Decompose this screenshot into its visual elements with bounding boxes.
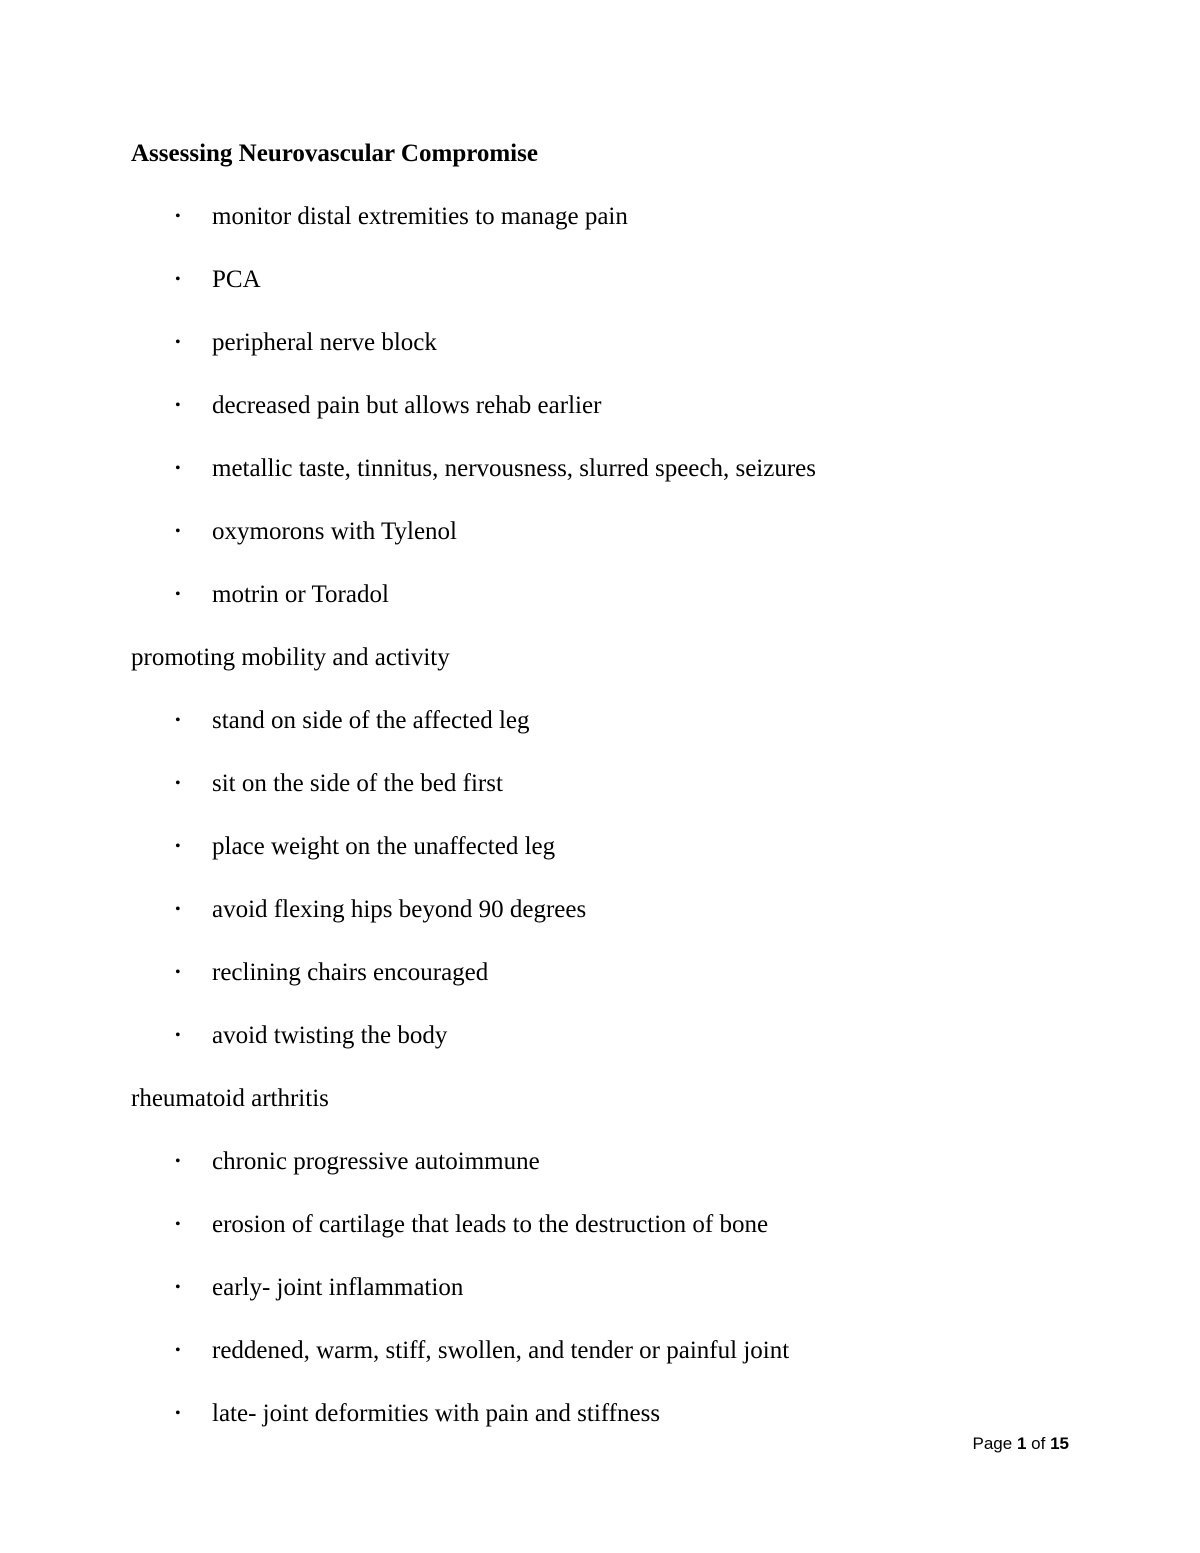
document-title: Assessing Neurovascular Compromise (131, 140, 538, 167)
bullet-icon: • (175, 964, 181, 981)
section-heading-mobility: promoting mobility and activity (131, 644, 450, 671)
list-item: • peripheral nerve block (131, 325, 1091, 361)
of-label: of (1031, 1434, 1046, 1453)
bullet-list-neurovascular (131, 199, 1091, 613)
list-item: • early- joint inflammation (131, 1270, 1091, 1306)
list-item: • decreased pain but allows rehab earlier (131, 388, 1091, 424)
list-item: • motrin or Toradol (131, 577, 1091, 613)
list-item: • metallic taste, tinnitus, nervousness, slurred speech, seizures (131, 451, 1091, 487)
current-page-number: 1 (1016, 1434, 1027, 1453)
total-pages-number: 15 (1050, 1434, 1069, 1453)
list-item: • oxymorons with Tylenol (131, 514, 1091, 550)
bullet-icon: • (175, 1216, 181, 1233)
bullet-icon: • (175, 1405, 181, 1422)
page-label: Page (972, 1434, 1013, 1453)
list-item: • reddened, warm, stiff, swollen, and tender or painful joint (131, 1333, 1091, 1369)
list-item: • stand on side of the affected leg (131, 703, 1091, 739)
bullet-icon: • (175, 1027, 181, 1044)
list-item: • place weight on the unaffected leg (131, 829, 1091, 865)
bullet-icon: • (175, 334, 181, 351)
bullet-icon: • (175, 208, 181, 225)
bullet-icon: • (175, 1279, 181, 1296)
list-item: • PCA (131, 262, 1091, 298)
list-item: • avoid flexing hips beyond 90 degrees (131, 892, 1091, 928)
bullet-icon: • (175, 460, 181, 477)
document-body (131, 136, 1091, 1459)
bullet-icon: • (175, 775, 181, 792)
list-item: • reclining chairs encouraged (131, 955, 1091, 991)
bullet-icon: • (175, 523, 181, 540)
section-heading-rheumatoid-arthritis: rheumatoid arthritis (131, 1085, 329, 1112)
bullet-list-mobility (131, 703, 1091, 1054)
page-number-footer (973, 1432, 1069, 1456)
list-item: • avoid twisting the body (131, 1018, 1091, 1054)
bullet-icon: • (175, 838, 181, 855)
bullet-icon: • (175, 901, 181, 918)
bullet-icon: • (175, 271, 181, 288)
bullet-icon: • (175, 397, 181, 414)
bullet-icon: • (175, 1153, 181, 1170)
bullet-icon: • (175, 586, 181, 603)
list-item: • sit on the side of the bed first (131, 766, 1091, 802)
bullet-icon: • (175, 712, 181, 729)
list-item: • erosion of cartilage that leads to the destruction of bone (131, 1207, 1091, 1243)
list-item: • chronic progressive autoimmune (131, 1144, 1091, 1180)
list-item: • monitor distal extremities to manage pain (131, 199, 1091, 235)
bullet-icon: • (175, 1342, 181, 1359)
bullet-list-rheumatoid-arthritis (131, 1144, 1091, 1432)
list-item: • late- joint deformities with pain and stiffness (131, 1396, 1091, 1432)
